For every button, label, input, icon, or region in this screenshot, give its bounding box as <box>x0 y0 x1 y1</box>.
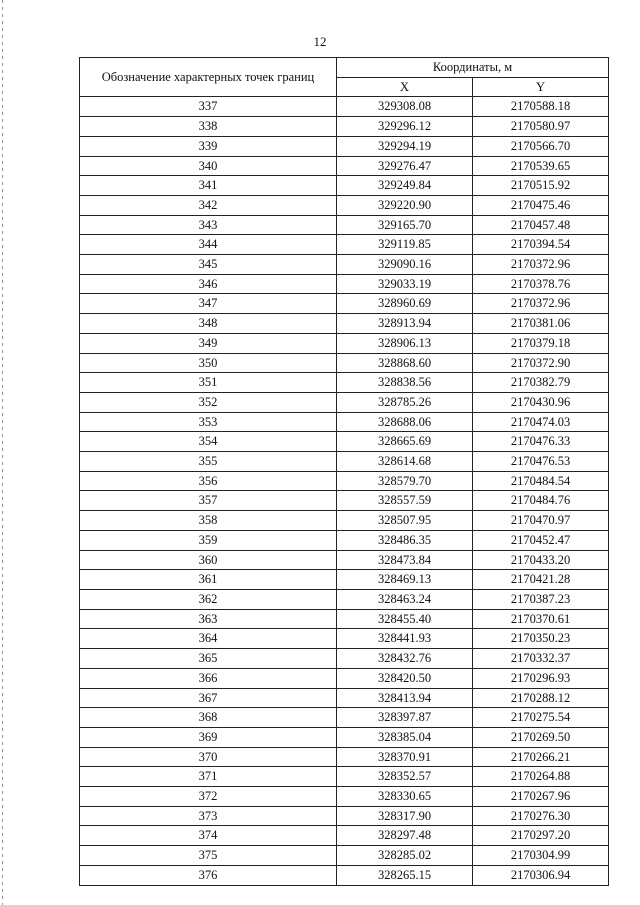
y-coordinate-cell: 2170372.96 <box>473 255 609 275</box>
x-coordinate-cell: 329165.70 <box>337 215 473 235</box>
y-coordinate-cell: 2170382.79 <box>473 373 609 393</box>
point-number-cell: 338 <box>80 117 337 137</box>
table-header <box>80 58 609 97</box>
y-coordinate-cell: 2170264.88 <box>473 767 609 787</box>
x-coordinate-cell: 329220.90 <box>337 195 473 215</box>
x-coordinate-cell: 328665.69 <box>337 432 473 452</box>
table-row <box>80 235 609 255</box>
y-coordinate-cell: 2170430.96 <box>473 392 609 412</box>
page-number: 12 <box>313 34 327 49</box>
table-row <box>80 215 609 235</box>
header-point-designation: Обозначение характерных точек границ <box>80 58 337 97</box>
x-coordinate-cell: 328463.24 <box>337 589 473 609</box>
y-coordinate-cell: 2170421.28 <box>473 570 609 590</box>
point-number-cell: 360 <box>80 550 337 570</box>
x-coordinate-cell: 328688.06 <box>337 412 473 432</box>
x-coordinate-cell: 328614.68 <box>337 452 473 472</box>
y-coordinate-cell: 2170381.06 <box>473 314 609 334</box>
point-number-cell: 375 <box>80 846 337 866</box>
table-row <box>80 747 609 767</box>
x-coordinate-cell: 328420.50 <box>337 668 473 688</box>
table-row <box>80 294 609 314</box>
y-coordinate-cell: 2170470.97 <box>473 511 609 531</box>
y-coordinate-cell: 2170484.76 <box>473 491 609 511</box>
y-coordinate-cell: 2170433.20 <box>473 550 609 570</box>
y-coordinate-cell: 2170476.53 <box>473 452 609 472</box>
y-coordinate-cell: 2170372.90 <box>473 353 609 373</box>
point-number-cell: 361 <box>80 570 337 590</box>
point-number-cell: 371 <box>80 767 337 787</box>
y-coordinate-cell: 2170266.21 <box>473 747 609 767</box>
x-coordinate-cell: 329090.16 <box>337 255 473 275</box>
table-row <box>80 727 609 747</box>
y-coordinate-cell: 2170378.76 <box>473 274 609 294</box>
point-number-cell: 340 <box>80 156 337 176</box>
point-number-cell: 348 <box>80 314 337 334</box>
table-row <box>80 97 609 117</box>
x-coordinate-cell: 328297.48 <box>337 826 473 846</box>
point-number-cell: 354 <box>80 432 337 452</box>
x-coordinate-cell: 328557.59 <box>337 491 473 511</box>
y-coordinate-cell: 2170474.03 <box>473 412 609 432</box>
x-coordinate-cell: 328473.84 <box>337 550 473 570</box>
point-number-cell: 346 <box>80 274 337 294</box>
table-row <box>80 314 609 334</box>
point-number-cell: 355 <box>80 452 337 472</box>
point-number-cell: 351 <box>80 373 337 393</box>
x-coordinate-cell: 328370.91 <box>337 747 473 767</box>
point-number-cell: 339 <box>80 136 337 156</box>
table-row <box>80 846 609 866</box>
table-row <box>80 432 609 452</box>
table-row <box>80 649 609 669</box>
x-coordinate-cell: 328330.65 <box>337 787 473 807</box>
table-row <box>80 353 609 373</box>
point-number-cell: 373 <box>80 806 337 826</box>
x-coordinate-cell: 328486.35 <box>337 530 473 550</box>
point-number-cell: 365 <box>80 649 337 669</box>
x-coordinate-cell: 328913.94 <box>337 314 473 334</box>
point-number-cell: 337 <box>80 97 337 117</box>
table-row <box>80 471 609 491</box>
point-number-cell: 368 <box>80 708 337 728</box>
x-coordinate-cell: 329033.19 <box>337 274 473 294</box>
table-row <box>80 333 609 353</box>
point-number-cell: 369 <box>80 727 337 747</box>
table-row <box>80 668 609 688</box>
x-coordinate-cell: 328507.95 <box>337 511 473 531</box>
table-row <box>80 373 609 393</box>
table-row <box>80 452 609 472</box>
y-coordinate-cell: 2170379.18 <box>473 333 609 353</box>
y-coordinate-cell: 2170452.47 <box>473 530 609 550</box>
table-row <box>80 865 609 885</box>
x-coordinate-cell: 328352.57 <box>337 767 473 787</box>
x-coordinate-cell: 328317.90 <box>337 806 473 826</box>
table-row <box>80 491 609 511</box>
point-number-cell: 359 <box>80 530 337 550</box>
header-row-main <box>80 58 609 78</box>
table-row <box>80 629 609 649</box>
table-body <box>80 97 609 885</box>
point-number-cell: 349 <box>80 333 337 353</box>
y-coordinate-cell: 2170566.70 <box>473 136 609 156</box>
table-row <box>80 530 609 550</box>
point-number-cell: 366 <box>80 668 337 688</box>
table-row <box>80 274 609 294</box>
table-row <box>80 826 609 846</box>
point-number-cell: 353 <box>80 412 337 432</box>
point-number-cell: 376 <box>80 865 337 885</box>
y-coordinate-cell: 2170275.54 <box>473 708 609 728</box>
y-coordinate-cell: 2170457.48 <box>473 215 609 235</box>
point-number-cell: 341 <box>80 176 337 196</box>
y-coordinate-cell: 2170350.23 <box>473 629 609 649</box>
table-row <box>80 392 609 412</box>
point-number-cell: 343 <box>80 215 337 235</box>
point-number-cell: 356 <box>80 471 337 491</box>
table-row <box>80 117 609 137</box>
table-row <box>80 708 609 728</box>
point-number-cell: 342 <box>80 195 337 215</box>
x-coordinate-cell: 328906.13 <box>337 333 473 353</box>
point-number-cell: 374 <box>80 826 337 846</box>
x-coordinate-cell: 328265.15 <box>337 865 473 885</box>
point-number-cell: 358 <box>80 511 337 531</box>
y-coordinate-cell: 2170304.99 <box>473 846 609 866</box>
table-row <box>80 787 609 807</box>
point-number-cell: 345 <box>80 255 337 275</box>
table-row <box>80 195 609 215</box>
scan-edge <box>2 0 3 905</box>
x-coordinate-cell: 329308.08 <box>337 97 473 117</box>
x-coordinate-cell: 328397.87 <box>337 708 473 728</box>
y-coordinate-cell: 2170475.46 <box>473 195 609 215</box>
table-row <box>80 511 609 531</box>
x-coordinate-cell: 328285.02 <box>337 846 473 866</box>
x-coordinate-cell: 329119.85 <box>337 235 473 255</box>
table-row <box>80 136 609 156</box>
table-row <box>80 589 609 609</box>
table-row <box>80 156 609 176</box>
point-number-cell: 362 <box>80 589 337 609</box>
x-coordinate-cell: 328838.56 <box>337 373 473 393</box>
table-row <box>80 767 609 787</box>
x-coordinate-cell: 328413.94 <box>337 688 473 708</box>
table-row <box>80 412 609 432</box>
x-coordinate-cell: 328868.60 <box>337 353 473 373</box>
x-coordinate-cell: 328785.26 <box>337 392 473 412</box>
y-coordinate-cell: 2170306.94 <box>473 865 609 885</box>
point-number-cell: 364 <box>80 629 337 649</box>
y-coordinate-cell: 2170588.18 <box>473 97 609 117</box>
point-number-cell: 370 <box>80 747 337 767</box>
header-coordinates: Координаты, м <box>337 58 609 78</box>
x-coordinate-cell: 328455.40 <box>337 609 473 629</box>
point-number-cell: 344 <box>80 235 337 255</box>
x-coordinate-cell: 328432.76 <box>337 649 473 669</box>
y-coordinate-cell: 2170267.96 <box>473 787 609 807</box>
point-number-cell: 352 <box>80 392 337 412</box>
y-coordinate-cell: 2170269.50 <box>473 727 609 747</box>
y-coordinate-cell: 2170296.93 <box>473 668 609 688</box>
x-coordinate-cell: 328441.93 <box>337 629 473 649</box>
x-coordinate-cell: 328960.69 <box>337 294 473 314</box>
table-row <box>80 550 609 570</box>
table-row <box>80 609 609 629</box>
point-number-cell: 357 <box>80 491 337 511</box>
coordinates-table <box>79 57 609 886</box>
point-number-cell: 363 <box>80 609 337 629</box>
table-row <box>80 806 609 826</box>
y-coordinate-cell: 2170476.33 <box>473 432 609 452</box>
y-coordinate-cell: 2170580.97 <box>473 117 609 137</box>
y-coordinate-cell: 2170288.12 <box>473 688 609 708</box>
point-number-cell: 367 <box>80 688 337 708</box>
x-coordinate-cell: 329249.84 <box>337 176 473 196</box>
y-coordinate-cell: 2170276.30 <box>473 806 609 826</box>
y-coordinate-cell: 2170370.61 <box>473 609 609 629</box>
x-coordinate-cell: 328579.70 <box>337 471 473 491</box>
y-coordinate-cell: 2170539.65 <box>473 156 609 176</box>
y-coordinate-cell: 2170387.23 <box>473 589 609 609</box>
y-coordinate-cell: 2170332.37 <box>473 649 609 669</box>
x-coordinate-cell: 328385.04 <box>337 727 473 747</box>
y-coordinate-cell: 2170372.96 <box>473 294 609 314</box>
point-number-cell: 350 <box>80 353 337 373</box>
point-number-cell: 372 <box>80 787 337 807</box>
y-coordinate-cell: 2170515.92 <box>473 176 609 196</box>
point-number-cell: 347 <box>80 294 337 314</box>
table-row <box>80 176 609 196</box>
table-row <box>80 255 609 275</box>
y-coordinate-cell: 2170297.20 <box>473 826 609 846</box>
x-coordinate-cell: 329294.19 <box>337 136 473 156</box>
x-coordinate-cell: 328469.13 <box>337 570 473 590</box>
x-coordinate-cell: 329296.12 <box>337 117 473 137</box>
header-y: Y <box>473 77 609 97</box>
header-x: X <box>337 77 473 97</box>
table-row <box>80 688 609 708</box>
y-coordinate-cell: 2170484.54 <box>473 471 609 491</box>
x-coordinate-cell: 329276.47 <box>337 156 473 176</box>
y-coordinate-cell: 2170394.54 <box>473 235 609 255</box>
table-row <box>80 570 609 590</box>
